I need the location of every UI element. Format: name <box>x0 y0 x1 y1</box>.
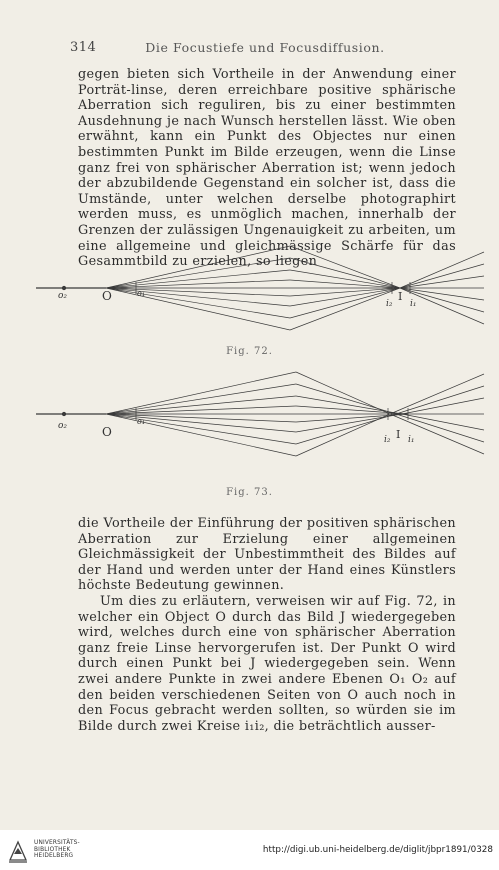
library-name <box>34 840 80 860</box>
paragraph-1-text: gegen bieten sich Vortheile in der Anwendung einer Porträt-linse, deren erreichbare positive sphärische Aberration sich reguliren, bis zu einer bestimmten Ausdehnung je nach Wunsch herstellen lässt. Wie oben erwähnt, kann ein Punkt des Objectes nur einen bestimmten Punkt im Bilde erzeugen, wenn die Linse ganz frei von sphärischer Aberration ist; wenn jedoch der abzubildende Gegenstand ein solcher ist, dass die Umstände, unter welchen derselbe photographirt werden muss, es unmöglich machen, innerhalb der Grenzen der zulässigen Ungenauigkeit zu arbeiten, um eine allgemeine und gleichmässige Schärfe für das Gesammtbild zu erzielen, so liegen <box>78 67 456 270</box>
figure-72-rays <box>36 246 484 330</box>
fig73-label-i2: i₂ <box>384 435 391 445</box>
figure-72-caption: Fig. 72. <box>226 346 273 357</box>
fig72-label-o2: o₂ <box>58 291 68 301</box>
library-name-line-1: UNIVERSITÄTS- <box>34 840 80 846</box>
library-name-line-3: HEIDELBERG <box>34 853 74 860</box>
fig73-label-i1: i₁ <box>408 435 415 445</box>
library-name-line-2: BIBLIOTHEK <box>34 846 71 853</box>
figure-73 <box>0 362 499 487</box>
fig72-label-I: I <box>398 290 403 303</box>
figure-73-rays <box>36 372 484 456</box>
library-logo-icon <box>6 838 30 864</box>
fig73-label-o2: o₂ <box>58 421 68 431</box>
paragraph-2 <box>78 516 456 734</box>
fig72-label-o1: o₁ <box>137 289 146 298</box>
fig72-label-i2: i₂ <box>386 299 393 309</box>
fig73-label-O: O <box>102 425 112 439</box>
footer-bar <box>0 830 499 870</box>
source-url-link[interactable]: http://digi.ub.uni-heidelberg.de/diglit/jbpr1891/0328 <box>262 845 493 855</box>
fig72-label-i1: i₁ <box>410 299 417 309</box>
page-number: 314 <box>70 40 97 55</box>
paragraph-2-text: die Vortheile der Einführung der positiven sphärischen Aberration zur Erzielung einer allgemeinen Gleichmässigkeit der Unbestimmtheit des Bildes auf der Hand und werden unter der Hand eines Künstlers höchste Bedeutung gewinnen. <box>78 516 456 594</box>
fig72-label-O: O <box>102 289 112 303</box>
running-title: Die Focustiefe und Focusdiffusion. <box>145 40 385 55</box>
figure-73-diagram <box>0 362 499 487</box>
paragraph-3-text: Um dies zu erläutern, verweisen wir auf Fig. 72, in welcher ein Object O durch das Bild J wiedergegeben wird, welches durch eine von sphärischer Aberration ganz freie Linse hervorgerufen ist. Der Punkt O wird durch einen Punkt bei J wiedergegeben sein. Wenn zwei andere Punkte in zwei andere Ebenen O₁ O₂ auf den beiden verschiedenen Seiten von O auch noch in den Focus gebracht werden sollten, so würden sie im Bilde durch zwei Kreise i₁i₂, die beträchtlich ausser- <box>78 593 456 734</box>
page-header <box>70 40 460 56</box>
figure-72-diagram <box>0 238 499 348</box>
figure-73-caption: Fig. 73. <box>226 487 273 498</box>
fig73-label-I: I <box>396 428 401 441</box>
fig73-label-o1: o₁ <box>137 417 146 426</box>
figure-72 <box>0 238 499 348</box>
